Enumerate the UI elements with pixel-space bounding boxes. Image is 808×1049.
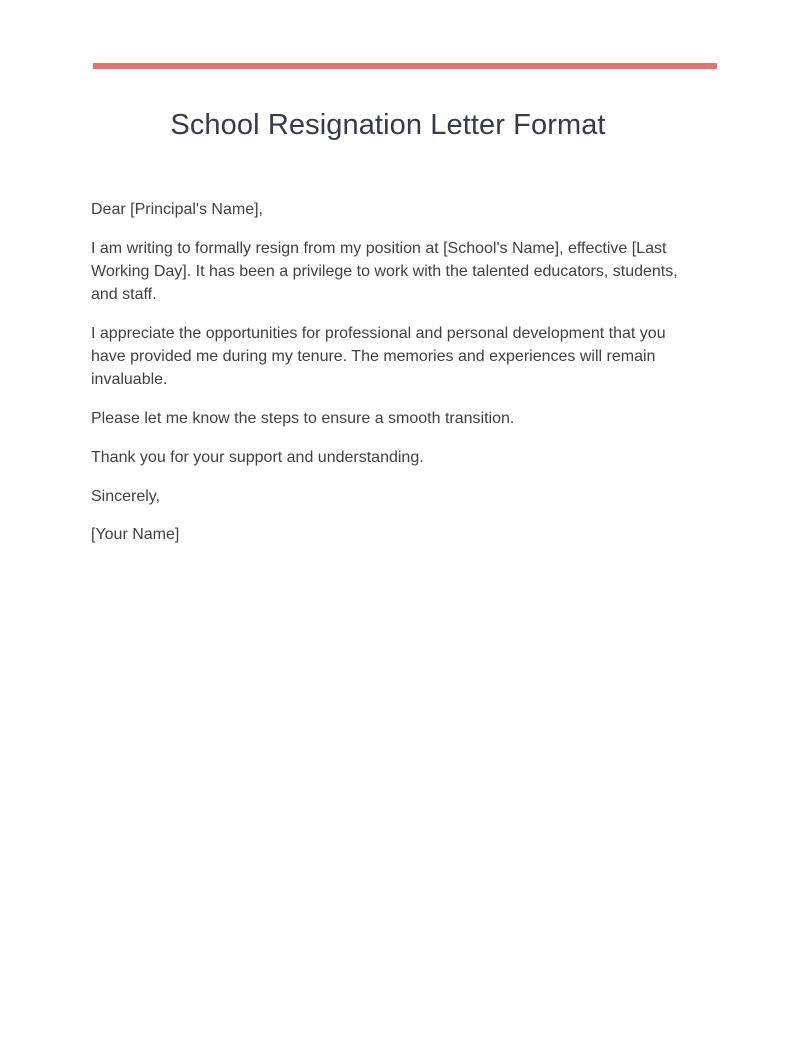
letter-paragraph: I appreciate the opportunities for professional and personal development that you have provided me during my tenure. The memories and experiences will remain invaluable. — [91, 325, 666, 388]
letter-salutation: Dear [Principal's Name], — [91, 201, 263, 218]
letter-body — [91, 198, 701, 562]
letter-paragraph: I am writing to formally resign from my position at [School's Name], effective [Last Working Day]. It has been a privilege to work with the talented educators, students, and staff. — [91, 240, 678, 303]
letter-paragraph: Please let me know the steps to ensure a smooth transition. — [91, 410, 515, 427]
page-title: School Resignation Letter Format — [170, 109, 606, 141]
letter-paragraph: Thank you for your support and understanding. — [91, 449, 424, 466]
letter-closing: Sincerely, — [91, 488, 161, 505]
header-accent-bar — [93, 63, 717, 69]
letter-signature: [Your Name] — [91, 526, 180, 543]
